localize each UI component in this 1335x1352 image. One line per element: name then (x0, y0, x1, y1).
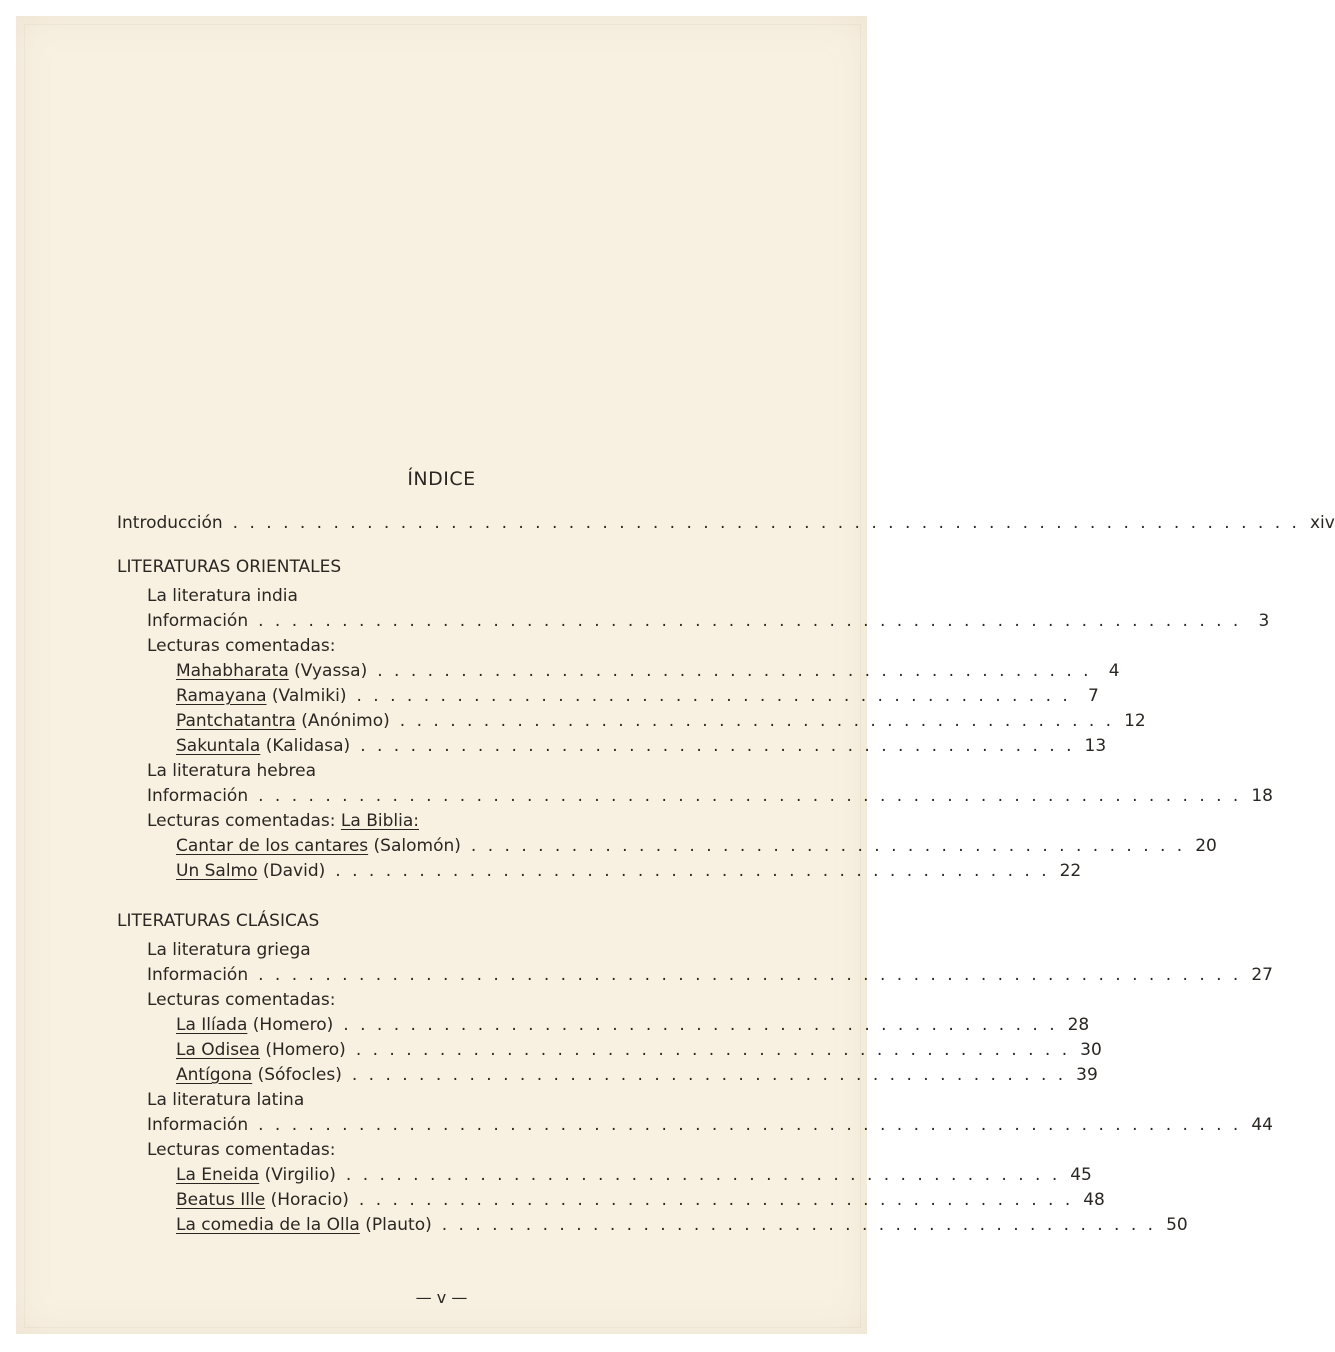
subsection-heading-hebrea: La literatura hebrea (147, 761, 317, 781)
toc-label: Información (147, 786, 249, 806)
toc-page-number: 18 (1251, 786, 1273, 806)
work-title: Antígona (176, 1065, 253, 1085)
lecturas-label: Lecturas comentadas: (147, 636, 336, 656)
toc-entry-latina-info[interactable] (147, 1115, 1273, 1139)
section-heading-orientales: LITERATURAS ORIENTALES (117, 557, 342, 577)
dot-leader: . . . . . . . . . . . . . . . . . . . . . . . . . . . . . . . . . . . . . . . . . . . (345, 1165, 1061, 1185)
toc-entry-india-info[interactable] (147, 611, 1270, 635)
toc-entry-salmo[interactable] (176, 861, 1082, 885)
work-author: (Salomón) (373, 836, 461, 856)
toc-label (176, 1190, 349, 1210)
work-author: (Plauto) (365, 1215, 432, 1235)
toc-label (176, 1165, 336, 1185)
work-title: Pantchatantra (176, 711, 296, 731)
subsection-heading-india: La literatura india (147, 586, 298, 606)
toc-label (176, 1215, 432, 1235)
toc-label (176, 661, 367, 681)
toc-entry-comedia-olla[interactable] (176, 1215, 1188, 1239)
toc-page-number: 4 (1108, 661, 1120, 681)
work-title: La Odisea (176, 1040, 260, 1060)
toc-label: Introducción (117, 513, 223, 533)
lecturas-label: Lecturas comentadas: (147, 990, 336, 1010)
dot-leader: . . . . . . . . . . . . . . . . . . . . . . . . . . . . . . . . . . . . . . . . . . . (355, 1040, 1071, 1060)
dot-leader: . . . . . . . . . . . . . . . . . . . . . . . . . . . . . . . . . . . . . . . . . . . . . . . . . . . . . . . . . . . (258, 965, 1242, 985)
dot-leader: . . . . . . . . . . . . . . . . . . . . . . . . . . . . . . . . . . . . . . . . . . . . . . . . . . . . . . . . . . . (258, 1115, 1242, 1135)
dot-leader: . . . . . . . . . . . . . . . . . . . . . . . . . . . . . . . . . . . . . . . . . . . (377, 661, 1092, 681)
page-title: ÍNDICE (407, 468, 476, 490)
work-title: Un Salmo (176, 861, 258, 881)
toc-page-number: 48 (1083, 1190, 1105, 1210)
toc-label (176, 1065, 342, 1085)
work-author: (Valmiki) (271, 686, 347, 706)
dot-leader: . . . . . . . . . . . . . . . . . . . . . . . . . . . . . . . . . . . . . . . . . . . . . . . . . . . . . . . . . . . (258, 611, 1242, 631)
toc-label: Información (147, 1115, 249, 1135)
work-author: (Homero) (265, 1040, 346, 1060)
toc-entry-mahabharata[interactable] (176, 661, 1120, 685)
toc-page-number: 3 (1258, 611, 1270, 631)
work-author: (David) (262, 861, 326, 881)
toc-entry-intro[interactable] (117, 513, 1335, 537)
toc-entry-sakuntala[interactable] (176, 736, 1107, 760)
work-title: Mahabharata (176, 661, 289, 681)
dot-leader: . . . . . . . . . . . . . . . . . . . . . . . . . . . . . . . . . . . . . . . . . . . (356, 686, 1071, 706)
subsection-heading-latina: La literatura latina (147, 1090, 305, 1110)
toc-entry-iliada[interactable] (176, 1015, 1090, 1039)
page-folio: — v — (415, 1288, 468, 1307)
work-author: (Virgilio) (264, 1165, 336, 1185)
toc-page-number: 30 (1080, 1040, 1102, 1060)
toc-label (176, 736, 350, 756)
toc-page-number: 28 (1067, 1015, 1090, 1035)
toc-label (176, 1040, 346, 1060)
dot-leader: . . . . . . . . . . . . . . . . . . . . . . . . . . . . . . . . . . . . . . . . . . . (343, 1015, 1058, 1035)
toc-page-number: 27 (1251, 965, 1273, 985)
toc-page-number: 22 (1059, 861, 1082, 881)
toc-page-number: xiv (1309, 513, 1335, 533)
dot-leader: . . . . . . . . . . . . . . . . . . . . . . . . . . . . . . . . . . . . . . . . . . . (360, 736, 1075, 756)
work-author: (Anónimo) (301, 711, 390, 731)
toc-entry-antigona[interactable] (176, 1065, 1098, 1089)
work-author: (Vyassa) (294, 661, 368, 681)
dot-leader: . . . . . . . . . . . . . . . . . . . . . . . . . . . . . . . . . . . . . . . . . . . . . . . . . . . . . . . . . . . . . . . . (232, 513, 1300, 533)
biblia-title: La Biblia: (340, 811, 419, 831)
work-title: Cantar de los cantares (176, 836, 369, 856)
dot-leader: . . . . . . . . . . . . . . . . . . . . . . . . . . . . . . . . . . . . . . . . . . . (358, 1190, 1074, 1210)
work-author: (Homero) (252, 1015, 334, 1035)
toc-entry-cantar[interactable] (176, 836, 1217, 860)
toc-entry-eneida[interactable] (176, 1165, 1092, 1189)
work-author: (Sófocles) (257, 1065, 342, 1085)
work-title: La comedia de la Olla (176, 1215, 360, 1235)
toc-page-number: 20 (1195, 836, 1217, 856)
toc-entry-beatus-ille[interactable] (176, 1190, 1105, 1214)
toc-page-number: 12 (1124, 711, 1146, 731)
document-page (16, 16, 1335, 1334)
toc-label (176, 711, 390, 731)
dot-leader: . . . . . . . . . . . . . . . . . . . . . . . . . . . . . . . . . . . . . . . . . . . (399, 711, 1115, 731)
toc-page-number: 39 (1076, 1065, 1098, 1085)
toc-entry-pantchatantra[interactable] (176, 711, 1146, 735)
section-heading-clasicas: LITERATURAS CLÁSICAS (117, 911, 320, 931)
toc-page-number: 7 (1088, 686, 1099, 706)
work-title: Sakuntala (176, 736, 261, 756)
dot-leader: . . . . . . . . . . . . . . . . . . . . . . . . . . . . . . . . . . . . . . . . . . . (441, 1215, 1157, 1235)
dot-leader: . . . . . . . . . . . . . . . . . . . . . . . . . . . . . . . . . . . . . . . . . . . (470, 836, 1186, 856)
toc-page-number: 44 (1251, 1115, 1273, 1135)
toc-label (176, 1015, 333, 1035)
work-author: (Horacio) (270, 1190, 349, 1210)
toc-label: Información (147, 611, 249, 631)
work-title: La Eneida (176, 1165, 260, 1185)
work-title: Ramayana (176, 686, 267, 706)
toc-label: Información (147, 965, 249, 985)
toc-page-number: 13 (1084, 736, 1107, 756)
toc-entry-griega-info[interactable] (147, 965, 1273, 989)
subsection-heading-griega: La literatura griega (147, 940, 311, 960)
toc-page-number: 50 (1166, 1215, 1188, 1235)
work-title: La Ilíada (176, 1015, 248, 1035)
toc-label (176, 861, 325, 881)
toc-page-number: 45 (1070, 1165, 1092, 1185)
dot-leader: . . . . . . . . . . . . . . . . . . . . . . . . . . . . . . . . . . . . . . . . . . . . . . . . . . . . . . . . . . . (258, 786, 1242, 806)
toc-entry-odisea[interactable] (176, 1040, 1102, 1064)
toc-entry-hebrea-info[interactable] (147, 786, 1273, 810)
toc-entry-ramayana[interactable] (176, 686, 1099, 710)
dot-leader: . . . . . . . . . . . . . . . . . . . . . . . . . . . . . . . . . . . . . . . . . . . (335, 861, 1050, 881)
dot-leader: . . . . . . . . . . . . . . . . . . . . . . . . . . . . . . . . . . . . . . . . . . . (351, 1065, 1067, 1085)
toc-label (176, 686, 347, 706)
work-author: (Kalidasa) (265, 736, 351, 756)
lecturas-label (147, 811, 419, 835)
work-title: Beatus Ille (176, 1190, 266, 1210)
lecturas-text: Lecturas comentadas: (147, 811, 336, 831)
lecturas-label: Lecturas comentadas: (147, 1140, 336, 1160)
toc-label (176, 836, 461, 856)
